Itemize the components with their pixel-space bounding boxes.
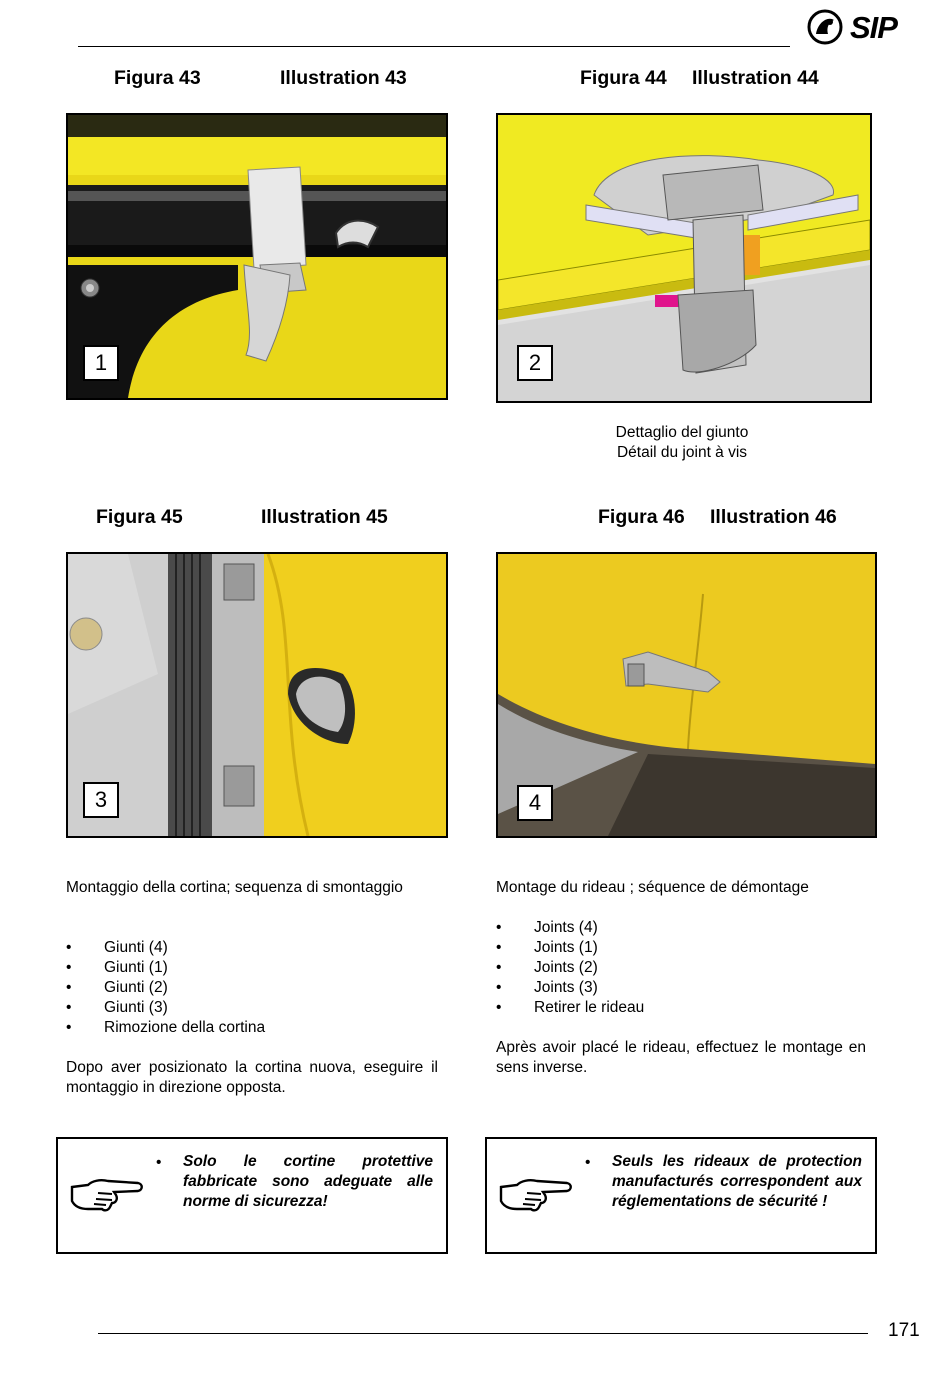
list-item: • Joints (3) xyxy=(496,978,872,998)
figure-46-fr: Illustration 46 xyxy=(710,506,837,528)
list-item: • Giunti (2) xyxy=(66,978,438,998)
french-bullet-list xyxy=(496,918,872,1018)
list-item: • Giunti (4) xyxy=(66,938,438,958)
figure-45-fr: Illustration 45 xyxy=(261,506,388,528)
french-intro: Montage du rideau ; séquence de démontage xyxy=(496,879,809,896)
brand-name: SIP xyxy=(850,10,897,45)
note-box-italian xyxy=(56,1137,448,1254)
list-item: • Joints (4) xyxy=(496,918,872,938)
figure-44-caption xyxy=(560,423,804,463)
note-bullet: • xyxy=(156,1154,162,1171)
list-item: • Joints (2) xyxy=(496,958,872,978)
figure-46-it: Figura 46 xyxy=(598,506,685,528)
photo-figure-46 xyxy=(496,552,877,838)
brand-emblem-icon xyxy=(806,8,846,46)
note-bullet: • xyxy=(585,1154,591,1171)
photo-figure-43 xyxy=(66,113,448,400)
pointing-hand-icon xyxy=(68,1175,144,1215)
figure-number-badge: 2 xyxy=(517,345,553,381)
french-after: Après avoir placé le rideau, effectuez le montage en sens inverse. xyxy=(496,1039,866,1076)
list-item: • Giunti (3) xyxy=(66,998,438,1018)
italian-intro: Montaggio della cortina; sequenza di smontaggio xyxy=(66,879,403,896)
list-item: • Rimozione della cortina xyxy=(66,1018,438,1038)
photo-figure-44 xyxy=(496,113,872,403)
figure-45-it: Figura 45 xyxy=(96,506,183,528)
note-box-french xyxy=(485,1137,877,1254)
italian-bullet-list xyxy=(66,938,438,1038)
note-text-italian: Solo le cortine protettive fabbricate sono adeguate alle norme di sicurezza! xyxy=(183,1153,433,1210)
note-text-french: Seuls les rideaux de protection manufacturés correspondent aux réglementations de sécurité ! xyxy=(612,1153,862,1210)
page-number: 171 xyxy=(888,1320,920,1341)
caption-it: Dettaglio del giunto xyxy=(615,424,749,441)
italian-after: Dopo aver posizionato la cortina nuova, eseguire il montaggio in direzione opposta. xyxy=(66,1059,438,1096)
pointing-hand-icon xyxy=(497,1175,573,1215)
photo-figure-45 xyxy=(66,552,448,838)
footer-rule xyxy=(98,1333,868,1334)
figure-43-fr: Illustration 43 xyxy=(280,67,407,89)
figure-43-it: Figura 43 xyxy=(114,67,201,89)
header-rule xyxy=(78,46,790,47)
figure-number-badge: 4 xyxy=(517,785,553,821)
figure-number-badge: 3 xyxy=(83,782,119,818)
list-item: • Retirer le rideau xyxy=(496,998,872,1018)
list-item: • Joints (1) xyxy=(496,938,872,958)
list-item: • Giunti (1) xyxy=(66,958,438,978)
caption-fr: Détail du joint à vis xyxy=(616,444,748,461)
figure-44-it: Figura 44 xyxy=(580,67,667,89)
sip-logo xyxy=(806,8,906,46)
figure-number-badge: 1 xyxy=(83,345,119,381)
figure-44-fr: Illustration 44 xyxy=(692,67,819,89)
